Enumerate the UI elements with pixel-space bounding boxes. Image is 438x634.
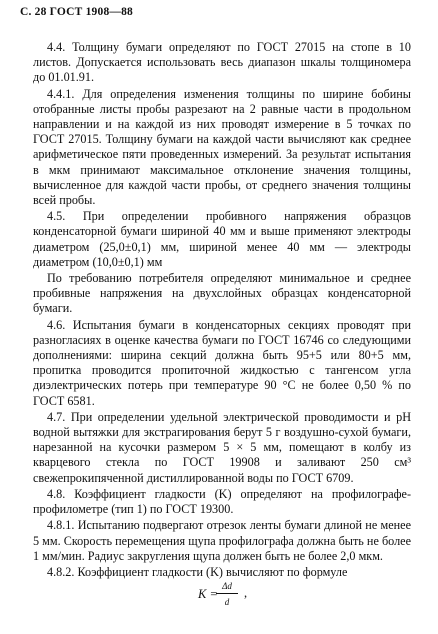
paragraph-4-4-1: 4.4.1. Для определения изменения толщины по ширине бобины отобранные листы пробы разрезают на 2 равные части в продольном направлении и на каждой из них проводят измерение в 5 точках по ГОСТ 27015. Толщину бумаги на каждой части вычисляют как среднее арифметическое пяти проведенных измерений. За результат испытания в мкм принимают максимальное отклонение значения толщины, вычисленное для каждой части пробы, от среднего значения толщины всей пробы. xyxy=(33,86,411,208)
paragraph-4-5-note: По требованию потребителя определяют минимальное и среднее пробивные напряжения на двухслойных образцах конденсаторной бумаги. xyxy=(33,271,411,316)
paragraph-4-7: 4.7. При определении удельной электрической проводимости и pH водной вытяжки для экстрагирования берут 5 г воздушно-сухой бумаги, нарезанной на кусочки размером 5 × 5 мм, помещают в колбу из кварцевого стекла по ГОСТ 19908 и заливают 250 см³ свежепрокипяченной дистиллированной воды по ГОСТ 6709. xyxy=(33,409,411,485)
formula-lhs: K = xyxy=(198,587,218,601)
formula-numerator: Δd xyxy=(222,581,232,591)
formula-comma: , xyxy=(244,586,248,600)
smoothness-formula xyxy=(198,580,318,616)
document-body xyxy=(33,40,411,581)
paragraph-4-5: 4.5. При определении пробивного напряжения образцов конденсаторной бумаги шириной 40 мм и выше применяют электроды диаметром (25,0±0,1) мм, шириной менее 40 мм — электроды диаметром (10,0±0,1) мм xyxy=(33,209,411,269)
fraction-bar xyxy=(216,593,238,594)
paragraph-4-8: 4.8. Коэффициент гладкости (K) определяют на профилографе-профилометре (тип 1) по ГОСТ 19300. xyxy=(33,486,411,517)
page-header: С. 28 ГОСТ 1908—88 xyxy=(20,6,133,18)
formula-denominator: d xyxy=(224,597,230,607)
paragraph-4-6: 4.6. Испытания бумаги в конденсаторных секциях проводят при разногласиях в оценке качества бумаги по ГОСТ 16746 со следующими дополнениями: ширина секций должна быть 95+5 или 80+5 мм, пропитка проводится пропиточной жидкостью с тангенсом угла диэлектрических потерь при температуре 90 °С не более 0,50 % по ГОСТ 6581. xyxy=(33,317,411,408)
paragraph-4-4: 4.4. Толщину бумаги определяют по ГОСТ 27015 на стопе в 10 листов. Допускается использовать весь диапазон шкалы толщиномера до 01.01.91. xyxy=(33,40,411,85)
formula-fraction xyxy=(216,580,238,608)
paragraph-4-8-1: 4.8.1. Испытанию подвергают отрезок ленты бумаги длиной не менее 5 мм. Скорость перемещения щупа профилографа должна быть не более 1 мм/мин. Радиус закругления щупа должен быть не более 2,0 мкм. xyxy=(33,518,411,563)
paragraph-4-8-2: 4.8.2. Коэффициент гладкости (K) вычисляют по формуле xyxy=(47,564,348,579)
